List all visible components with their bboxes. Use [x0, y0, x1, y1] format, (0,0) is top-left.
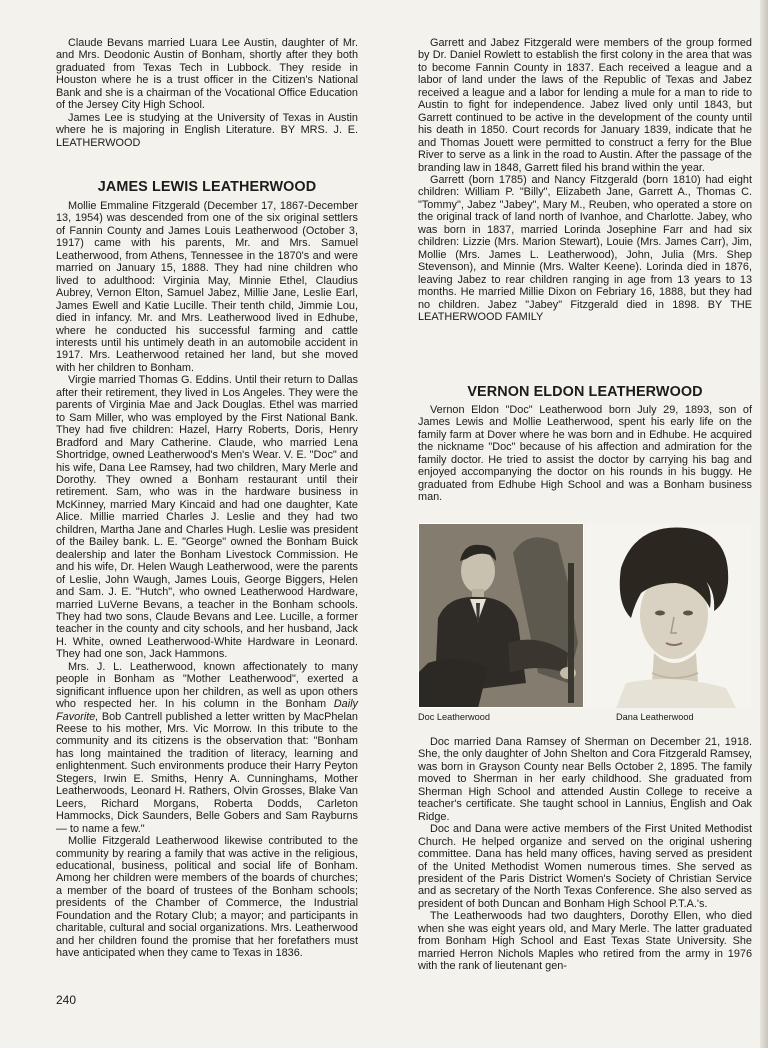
- fitzgerald-paragraph-2: Garrett (born 1785) and Nancy Fitzgerald (born 1810) had eight children: William P. "Billy", Elizabeth Jane, Garrett A., Thomas C. "Tommy", Jabez "Jabey", Mary M., Reuben, who operated a store on the original track of land north of Ivanhoe, and Charlotte. Jabey, who was born in 1837, married Lorinda Josephine Farr and had six children: Lizzie (Mrs. Marion Stewart), Louie (Mrs. James Carr), Jim, Mollie (Mrs. James L. Leatherwood), John, Julia (Mrs. Shep Stevenson), and Minnie (Mrs. Walter Keene). Lorinda died in 1876, leaving Jabez to rear children ranging in age from 13 years to 13 months. He married Millie Dixon on Febriary 16, 1888, but they had no children. Jabez "Jabey" Fitzgerald died in 1898. BY THE LEATHERWOOD FAMILY: [418, 173, 752, 323]
- vernon-paragraph-4: The Leatherwoods had two daughters, Dorothy Ellen, who died when she was eight years old, and Mary Merle. The latter graduated from Bonham High School and East Texas State University. She married Herron Nichols Maples who retired from the army in 1976 with the rank of lieutenant gen-: [418, 910, 752, 973]
- james-paragraph-2: Virgie married Thomas G. Eddins. Until their return to Dallas after their retirement, they lived in Los Angeles. They were the parents of Virginia Mae and Jack Douglas. Ethel was married to Sam Miller, who was employed by the First National Bank. They had five children: Hazel, Harry Roberts, Doris, Henry Bradford and Mary Catherine. Claude, who married Lena Shortridge, owned Leatherwood's Men's Wear. V. E. "Doc" and his wife, Dana Lee Ramsey, had two children, Mary Merle and Dorothy. They owned a Bonham restaurant until their retirement. Sam, who was in the hardware business in McKinney, married Mary Kincaid and had one daughter, Kate Alice. Millie married Charles J. Leslie and they had two children, Martha Jane and Charles Hugh. Leslie was president of the Bailey bank. L. E. "George" owned the Bonham Buick dealership and later the Bonham Livestock Commission. He and his wife, Dr. Helen Waugh Leatherwood, were the parents of Leslie, John Waugh, James Louis, George Biggers, Helen and Sam. J. E. "Hutch", who owned Leatherwood Hardware, married LuVerne Bevans, a teacher in the Bonham schools. They had two sons, Claude Bevans and Lee. Lucille, a former teacher in the county and city schools, and her husband, Jack H. White, owned Leatherwood-White Hardware in Leonard. They had one son, Jack Hammons.: [56, 374, 358, 661]
- james-section: [56, 200, 358, 960]
- james-paragraph-3: [56, 661, 358, 835]
- intro-paragraph-2: James Lee is studying at the University of Texas in Austin where he is majoring in English Literature. BY MRS. J. E. LEATHERWOOD: [56, 111, 358, 149]
- james-paragraph-4: Mollie Fitzgerald Leatherwood likewise contributed to the community by rearing a family that was active in the religious, educational, business, political and social life of Bonham. Among her children were members of the boards of churches; a member of the board of trustees of the Bonham schools; presidents of the Chamber of Commerce, the Industrial Foundation and the Rotary Club; a mayor; and participants in charitable, cultural and social organizations. Mrs. Leatherwood and her children found the promise that her forefathers must have anticipated when they came to Texas in 1836.: [56, 835, 358, 960]
- intro-section: [56, 37, 358, 149]
- dana-photo: [586, 523, 751, 708]
- vernon-paragraph-2: Doc married Dana Ramsey of Sherman on December 21, 1918. She, the only daughter of John Shelton and Cora Fitzgerald Ramsey, was born in Grayson County near Bells October 2, 1895. The family moved to Sherman in her early childhood. She graduated from Sherman High School and attended Austin College to receive a teacher's certificate. She taught school in Lannius, English and Oak Ridge.: [418, 736, 752, 823]
- doc-caption: Doc Leatherwood: [418, 712, 491, 722]
- vernon-paragraph-1: Vernon Eldon "Doc" Leatherwood born July 29, 1893, son of James Lewis and Mollie Leatherwood, spent his early life on the family farm at Dover where he was born and in Edhube. He acquired the nickname "Doc" because of his affection and admiration for the family doctor. He tried to assist the doctor by carrying his bag and enjoyed accompanying the doctor on his rounds in his buggy. He graduated from Edhube High School and was a Bonham business man.: [418, 404, 752, 504]
- page-edge: [760, 0, 768, 1048]
- james-heading: JAMES LEWIS LEATHERWOOD: [97, 179, 317, 195]
- vernon-section: [418, 736, 752, 973]
- page-number: 240: [56, 993, 77, 1007]
- james-paragraph-3-a: Mrs. J. L. Leatherwood, known affectionately to many people in Bonham as "Mother Leatherwood", exerted a significant influence upon her children, as well as upon others who respected her. In his column in the Bonham: [56, 660, 358, 711]
- james-paragraph-3-c: Bob Cantrell published a letter written by MacPhelan Reese to his mother, Mrs. Vic Morrow. In this tribute to the community and its citizens is the observation that: "Bonham has long maintained the tradition of literacy, learning and enlightenment. Such environments produce their Harry Peyton Stegers, Irwin E. Smiths, Henry A. Cunninghams, Mother Leatherwoods, Leonard H. Rathers, Olvin Grosses, Blake Van Leers, Richard Morgans, Roberta Dodds, Carleton Hammocks, Dick Saunders, Belle Gobers and Sam Rayburns — to name a few.": [56, 710, 358, 835]
- vernon-intro: [418, 404, 752, 504]
- fitzgerald-section: [418, 37, 752, 323]
- fitzgerald-paragraph-1: Garrett and Jabez Fitzgerald were members of the group formed by Dr. Daniel Rowlett to establish the first colony in the area that was to become Fannin County in 1837. Each received a league and a labor of land under the laws of the Republic of Texas and Jabez received a league and a labor for lending a mule for a man to ride to Austin to fight for independence. Jabez lived only until 1843, but Garrett continued to be active in the development of the county until his death in 1850. Court records for January 1839, indicate that he and Thomas Jouett were permitted to construct a ferry for the Blue River to serve as a link in the road to Austin. After the passage of the branding law in 1848, Garrett filed his brand within the year.: [418, 37, 752, 174]
- doc-photo: [418, 523, 584, 708]
- dana-caption: Dana Leatherwood: [616, 712, 694, 722]
- vernon-heading: VERNON ELDON LEATHERWOOD: [467, 384, 703, 400]
- newspaper-title: Daily Favorite,: [56, 698, 358, 723]
- intro-paragraph-1: Claude Bevans married Luara Lee Austin, daughter of Mr. and Mrs. Deodonic Austin of Bonham, shortly after they both graduated from Texas Tech in Lubbock. They reside in Houston where he is a trust officer in the Citizen's National Bank and she is a chairman of the Vocational Office Education of the Jersey City High School.: [56, 37, 358, 112]
- vernon-paragraph-3: Doc and Dana were active members of the First United Methodist Church. He helped organize and served on the original ushering committee. Dana has held many offices, having served as president of the United Methodist Women numerous times. She served as president of the Paris District Women's Society of Christian Service and as secretary of the North Texas Conference. She also served as president of both Duncan and Bonham High School P.T.A.'s.: [418, 823, 752, 910]
- james-paragraph-1: Mollie Emmaline Fitzgerald (December 17, 1867-December 13, 1954) was descended from one of the six original settlers of Fannin County and James Louis Leatherwood (October 3, 1917) came with his parents, Mr. and Mrs. Samuel Leatherwood, from Athens, Tennessee in the 1870's and were married on January 15, 1888. They had nine children who lived to adulthood: Virginia May, Minnie Ethel, Claudius Aubrey, Vernon Elton, Samuel Jabez, Millie Jane, Leslie Earl, James Ewell and Katie Lucille. Their tenth child, Jimmie Lou, died in infancy. Mr. and Mrs. Leatherwood lived in Edhube, where he conducted his successful farming and cattle interests until his untimely death in an automobile accident in 1917. Mrs. Leatherwood retained her land, but she moved with her children to Bonham.: [56, 200, 358, 374]
